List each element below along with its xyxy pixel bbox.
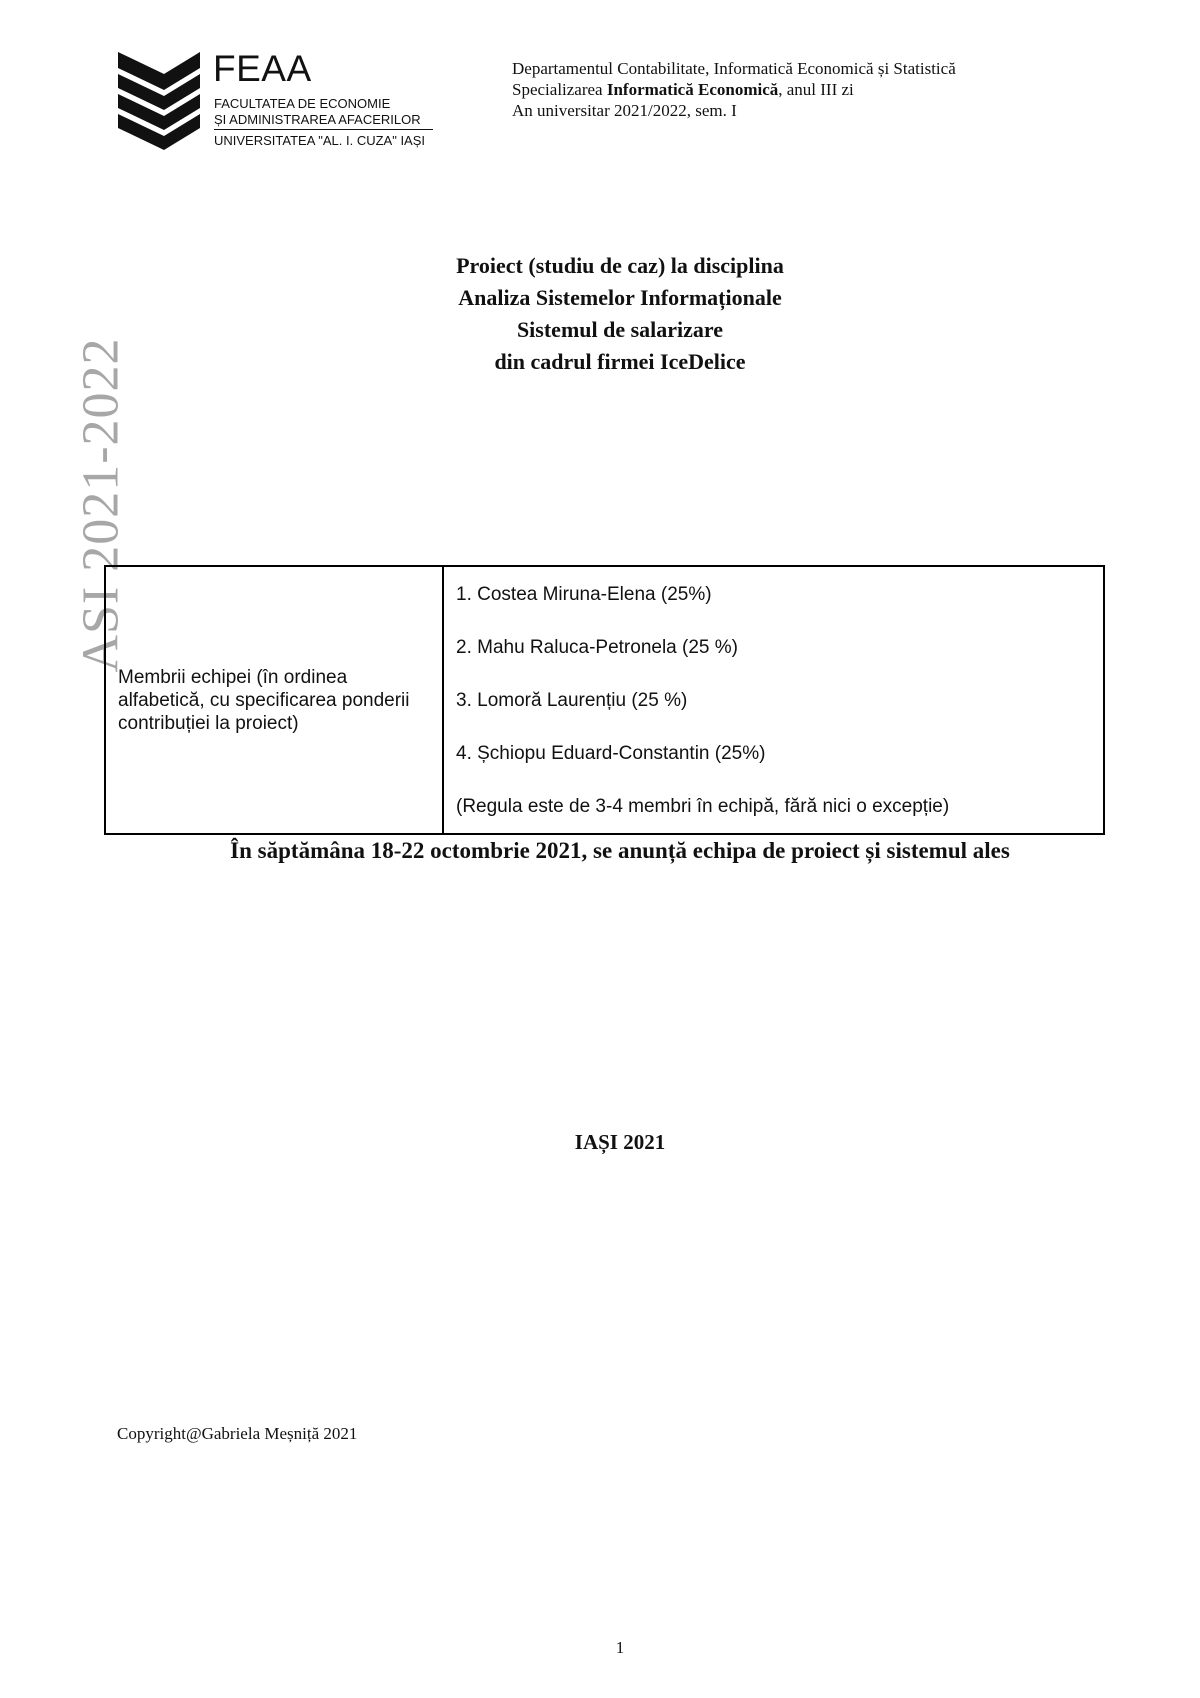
department-header: [512, 58, 956, 121]
member-4: 4. Șchiopu Eduard-Constantin (25%): [456, 742, 766, 764]
logo-university: UNIVERSITATEA "AL. I. CUZA" IAȘI: [214, 133, 426, 148]
logo-faculty-line1: FACULTATEA DE ECONOMIE: [214, 96, 391, 111]
title-line-3: Sistemul de salarizare: [516, 317, 724, 342]
department-name: Departamentul Contabilitate, Informatică Economică și Statistică: [512, 59, 956, 78]
member-1: 1. Costea Miruna-Elena (25%): [456, 583, 712, 605]
member-3: 3. Lomoră Laurențiu (25 %): [456, 689, 688, 711]
team-label-cell: Membrii echipei (în ordinea alfabetică, cu specificarea ponderii contribuției la proiect): [105, 566, 443, 834]
specialization-suffix: , anul III zi: [778, 80, 854, 99]
team-members-cell: [443, 566, 1104, 834]
title-line-1: Proiect (studiu de caz) la disciplina: [456, 253, 784, 278]
specialization-line: [512, 79, 956, 100]
city-year: IAȘI 2021: [574, 1130, 666, 1154]
academic-year: An universitar 2021/2022, sem. I: [512, 101, 737, 120]
watermark: ASI 2021-2022: [72, 337, 130, 673]
title-line-2: Analiza Sistemelor Informaționale: [458, 285, 782, 310]
specialization-name: Informatică Economică: [606, 80, 779, 99]
page-number: 1: [615, 1638, 625, 1657]
faculty-logo-mark: [118, 52, 200, 150]
member-2: 2. Mahu Raluca-Petronela (25 %): [456, 636, 738, 658]
specialization-prefix: Specializarea: [512, 80, 607, 99]
team-rule-note: (Regula este de 3-4 membri în echipă, fără nici o excepție): [456, 795, 950, 817]
logo-divider: [214, 129, 433, 130]
title-line-4: din cadrul firmei IceDelice: [494, 349, 746, 374]
team-members-table: [104, 565, 1105, 835]
logo-faculty-line2: ȘI ADMINISTRAREA AFACERILOR: [214, 112, 421, 127]
copyright-notice: Copyright@Gabriela Meșniță 2021: [117, 1424, 358, 1443]
table-row: [105, 566, 1104, 834]
announcement: În săptămâna 18-22 octombrie 2021, se anunță echipa de proiect și sistemul ales: [230, 838, 1010, 863]
document-title: [0, 250, 1200, 378]
logo-brand: FEAA: [213, 48, 312, 89]
